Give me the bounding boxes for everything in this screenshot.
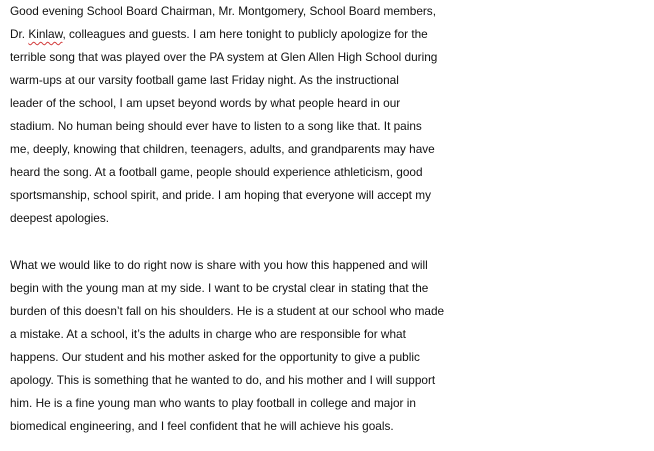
text-line: me, deeply, knowing that children, teenagers, adults, and grandparents may have bbox=[10, 142, 435, 156]
text-line: warm-ups at our varsity football game last Friday night. As the instructional bbox=[10, 73, 399, 87]
text-line: deepest apologies. bbox=[10, 211, 110, 225]
text-line: Good evening School Board Chairman, Mr. Montgomery, School Board members, bbox=[10, 4, 436, 18]
text-line: stadium. No human being should ever have to listen to a song like that. It pains bbox=[10, 119, 422, 133]
text-line: heard the song. At a football game, people should experience athleticism, good bbox=[10, 165, 423, 179]
text-line: terrible song that was played over the PA system at Glen Allen High School during bbox=[10, 50, 438, 64]
text-line: a mistake. At a school, it’s the adults in charge who are responsible for what bbox=[10, 327, 406, 341]
text-line: burden of this doesn’t fall on his shoulders. He is a student at our school who made bbox=[10, 304, 445, 318]
text-fragment: Dr. bbox=[10, 27, 29, 41]
paragraph-1 bbox=[10, 0, 650, 230]
text-line: What we would like to do right now is share with you how this happened and will bbox=[10, 258, 428, 272]
text-line: happens. Our student and his mother asked for the opportunity to give a public bbox=[10, 350, 420, 364]
spellcheck-flagged-word[interactable]: Kinlaw bbox=[28, 27, 63, 41]
text-line: leader of the school, I am upset beyond words by what people heard in our bbox=[10, 96, 401, 110]
text-line: apology. This is something that he wanted to do, and his mother and I will support bbox=[10, 373, 436, 387]
text-line: sportsmanship, school spirit, and pride. I am hoping that everyone will accept my bbox=[10, 188, 431, 202]
text-line bbox=[10, 23, 650, 46]
text-line: begin with the young man at my side. I want to be crystal clear in stating that the bbox=[10, 281, 429, 295]
text-line: biomedical engineering, and I feel confident that he will achieve his goals. bbox=[10, 419, 394, 433]
paragraph-2 bbox=[10, 254, 650, 438]
text-line: him. He is a fine young man who wants to play football in college and major in bbox=[10, 396, 416, 410]
text-fragment: , colleagues and guests. I am here tonight to publicly apologize for the bbox=[62, 27, 428, 41]
